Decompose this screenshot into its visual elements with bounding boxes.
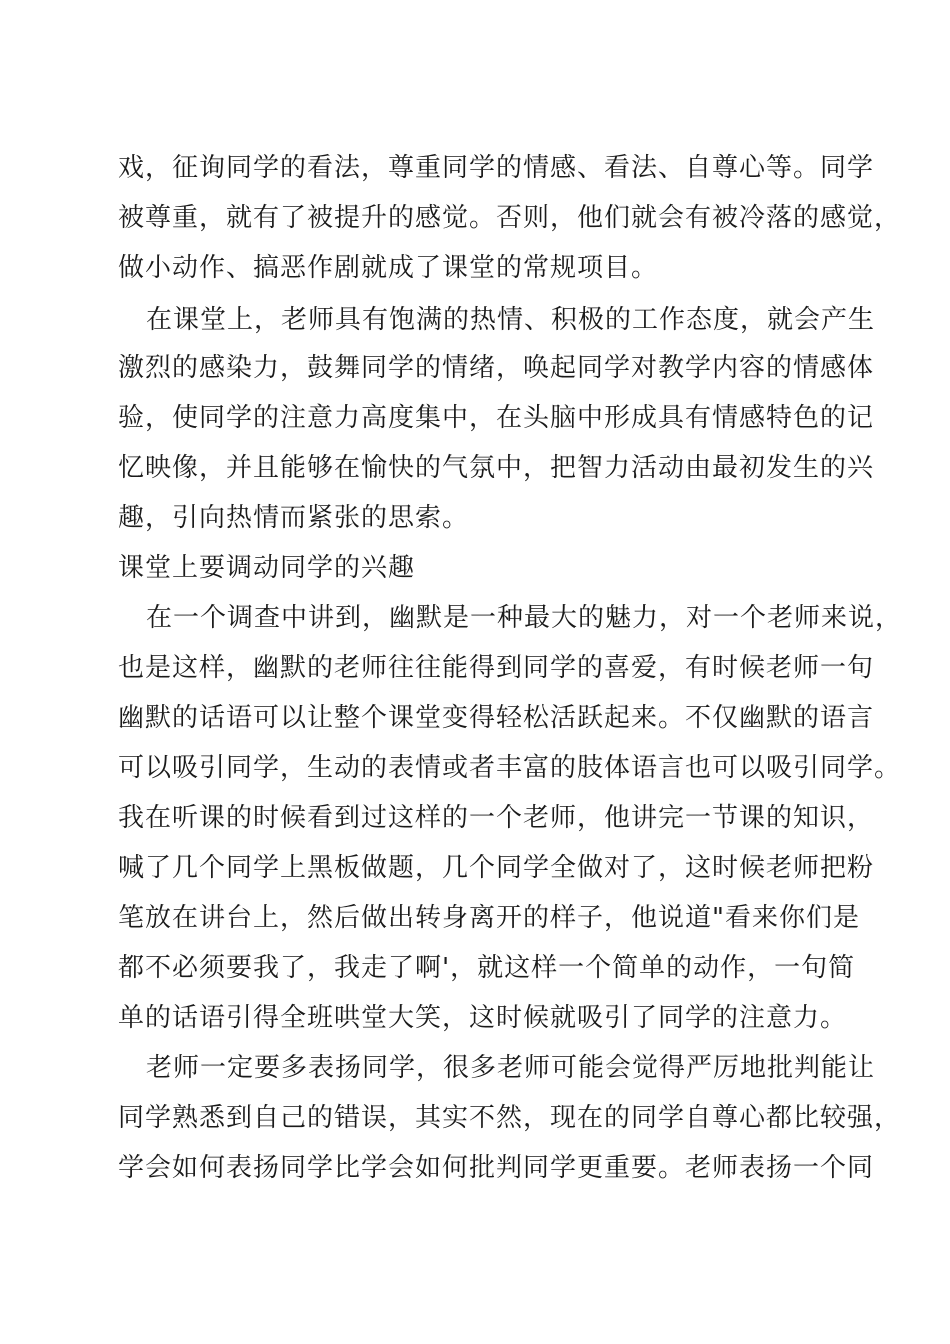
paragraph-start-line: 在一个调查中讲到，幽默是一种最大的魅力，对一个老师来说， [146, 603, 903, 633]
paragraph-start-line: 在课堂上，老师具有饱满的热情、积极的工作态度，就会产生 [146, 305, 876, 335]
text-line: 学会如何表扬同学比学会如何批判同学更重要。老师表扬一个同 [118, 1153, 875, 1183]
text-line: 验，使同学的注意力高度集中，在头脑中形成具有情感特色的记 [118, 403, 875, 433]
text-line: 幽默的话语可以让整个课堂变得轻松活跃起来。不仅幽默的语言 [118, 703, 875, 733]
section-heading: 课堂上要调动同学的兴趣 [118, 553, 416, 583]
text-line: 做小动作、搞恶作剧就成了课堂的常规项目。 [118, 253, 659, 283]
text-line: 单的话语引得全班哄堂大笑，这时候就吸引了同学的注意力。 [118, 1003, 848, 1033]
text-line: 趣，引向热情而紧张的思索。 [118, 503, 470, 533]
text-line: 被尊重，就有了被提升的感觉。否则，他们就会有被冷落的感觉， [118, 203, 902, 233]
text-line: 都不必须要我了，我走了啊'，就这样一个简单的动作，一句简 [118, 953, 856, 983]
text-line: 戏，征询同学的看法，尊重同学的情感、看法、自尊心等。同学 [118, 153, 875, 183]
text-line: 忆映像，并且能够在愉快的气氛中，把智力活动由最初发生的兴 [118, 453, 875, 483]
text-line: 激烈的感染力，鼓舞同学的情绪，唤起同学对教学内容的情感体 [118, 353, 875, 383]
text-line: 也是这样，幽默的老师往往能得到同学的喜爱，有时候老师一句 [118, 653, 875, 683]
text-line: 同学熟悉到自己的错误，其实不然，现在的同学自尊心都比较强， [118, 1103, 902, 1133]
text-line: 笔放在讲台上，然后做出转身离开的样子，他说道"看来你们是 [118, 903, 860, 933]
text-line: 可以吸引同学，生动的表情或者丰富的肢体语言也可以吸引同学。 [118, 753, 902, 783]
text-line: 我在听课的时候看到过这样的一个老师，他讲完一节课的知识， [118, 803, 875, 833]
text-line: 喊了几个同学上黑板做题，几个同学全做对了，这时候老师把粉 [118, 853, 875, 883]
paragraph-start-line: 老师一定要多表扬同学，很多老师可能会觉得严厉地批判能让 [146, 1053, 876, 1083]
